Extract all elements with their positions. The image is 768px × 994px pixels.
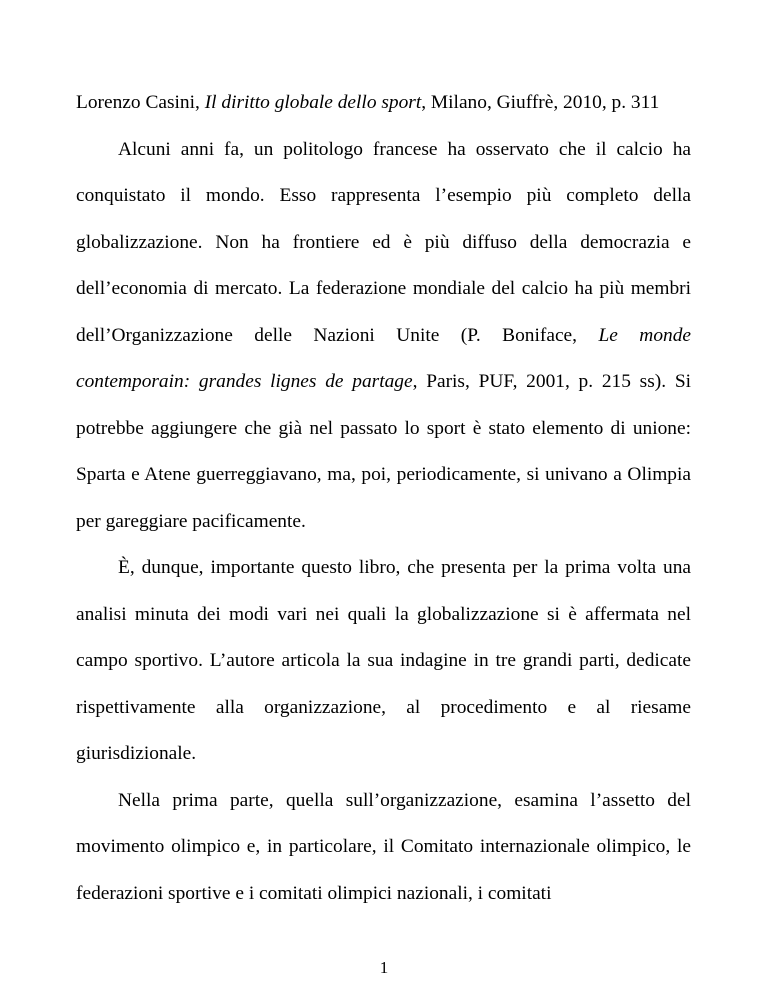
paragraph-3: Nella prima parte, quella sull’organizzazione, esamina l’assetto del movimento olimpico e, in particolare, il Comitato internazionale olimpico, le federazioni sportive e i comitati olimpici nazionali, i comitati (76, 789, 691, 904)
page-number: 1 (379, 958, 389, 977)
paragraph-1 (76, 127, 691, 546)
citation-publisher: , Milano, Giuffrè, 2010, p. 311 (421, 92, 660, 113)
paragraph-2: È, dunque, importante questo libro, che presenta per la prima volta una analisi minuta dei modi vari nei quali la globalizzazione si è affermata nel campo sportivo. L’autore articola la sua indagine in tre grandi parti, dedicate rispettivamente alla organizzazione, al procedimento e al riesame giurisdizionale. (76, 557, 691, 764)
citation-author: Lorenzo Casini, (76, 92, 205, 113)
paragraph-1-italic-title: Le monde contemporain: grandes lignes de partage (76, 324, 692, 392)
body-text (76, 80, 691, 917)
paragraph-1-text-a: Alcuni anni fa, un politologo francese ha osservato che il calcio ha conquistato il mondo. Esso rappresenta l’esempio più completo della globalizzazione. Non ha frontiere ed è più diffuso della democrazia e dell’economia di mercato. La federazione mondiale del calcio ha più membri dell’Organizzazione delle Nazioni Unite (P. Boniface, (76, 138, 691, 346)
citation-line (76, 80, 691, 127)
paragraph-1-text-b: , Paris, PUF, 2001, p. 215 ss). Si potrebbe aggiungere che già nel passato lo sport è stato elemento di unione: Sparta e Atene guerreggiavano, ma, poi, periodicamente, si univano a Olimpia per gareggiare pacificamente. (76, 371, 691, 532)
citation-title: Il diritto globale dello sport (204, 92, 422, 113)
